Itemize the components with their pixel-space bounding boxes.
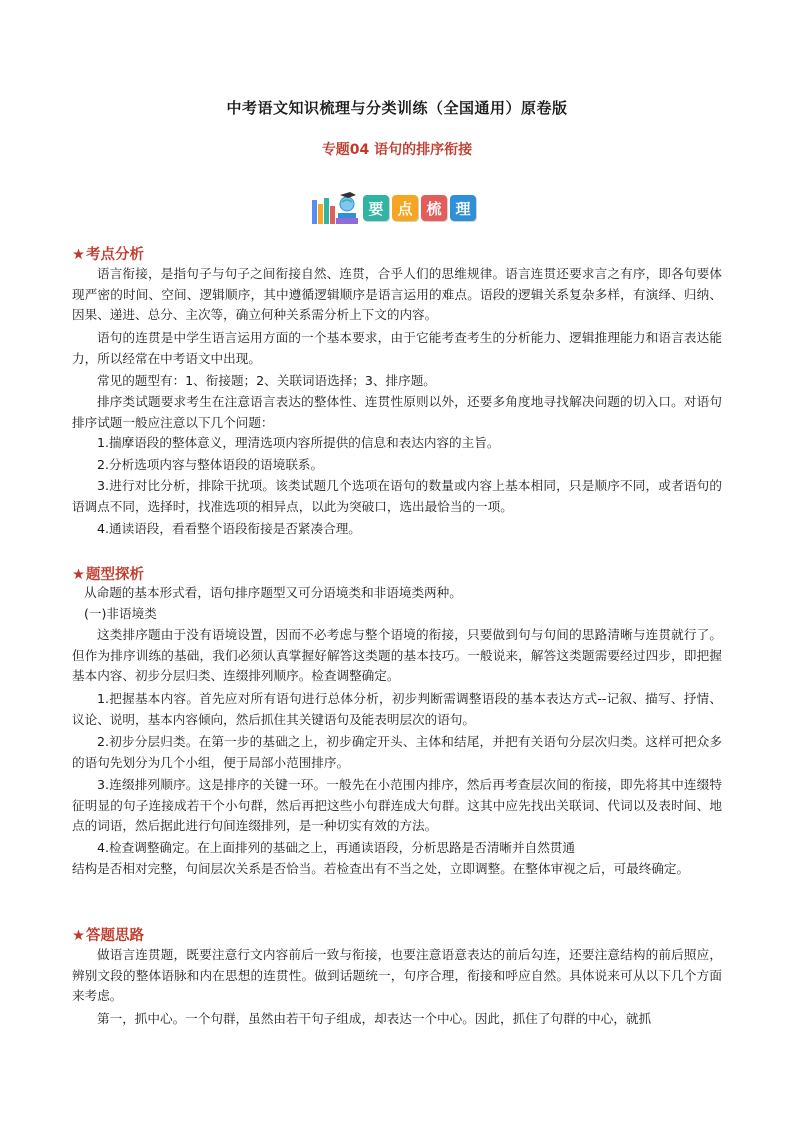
paragraph: 语言衔接，是指句子与句子之间衔接自然、连贯，合乎人们的思维规律。语言连贯还要求言之有序，即各句要体现严密的时间、空间、逻辑顺序，其中遵循逻辑顺序是语言运用的难点。语段的逻辑关系复杂多样，有演绎、归纳、因果、递进、总分、主次等，确立何种关系需分析上下文的内容。 bbox=[72, 266, 722, 322]
banner-tile: 要 bbox=[363, 195, 389, 221]
banner-tile: 点 bbox=[392, 195, 418, 221]
paragraph: 4.通读语段，看看整个语段衔接是否紧凑合理。 bbox=[97, 521, 361, 536]
paragraph: 3.进行对比分析，排除干扰项。该类试题几个选项在语句的数量或内容上基本相同，只是顺序不同，或者语句的语调点不同，选择时，找准选项的相异点，以此为突破口，选出最恰当的一项。 bbox=[72, 478, 722, 514]
paragraph: 2.初步分层归类。在第一步的基础之上，初步确定开头、主体和结尾，并把有关语句分层次归类。这样可把众多的语句先划分为几个小组，便于局部小范围排序。 bbox=[72, 734, 722, 770]
section-heading-dati bbox=[72, 924, 144, 945]
section-title: 答题思路 bbox=[86, 928, 144, 944]
paragraph: 2.分析选项内容与整体语段的语境联系。 bbox=[97, 457, 324, 472]
section-title: 考点分析 bbox=[86, 247, 144, 263]
paragraph: 1.揣摩语段的整体意义，理清选项内容所提供的信息和表达内容的主旨。 bbox=[97, 435, 500, 450]
document-title: 中考语文知识梳理与分类训练（全国通用）原卷版 bbox=[226, 99, 568, 117]
paragraph: 结构是否相对完整，句间层次关系是否恰当。若检查出有不当之处，立即调整。在整体审视之后，可最终确定。 bbox=[72, 861, 690, 876]
paragraph: 从命题的基本形式看，语句排序题型又可分语境类和非语境类两种。 bbox=[84, 585, 462, 600]
paragraph: 这类排序题由于没有语境设置，因而不必考虑与整个语境的衔接，只要做到句与句间的思路清晰与连贯就行了。但作为排序训练的基础，我们必须认真掌握好解答这类题的基本技巧。一般说来，解答这类题需要经过四步，即把握基本内容、初步分层归类、连缀排列顺序。检查调整确定。 bbox=[72, 627, 722, 683]
star-icon: ★ bbox=[72, 567, 85, 583]
paragraph: 排序类试题要求考生在注意语言表达的整体性、连贯性原则以外，还要多角度地寻找解决问题的切入口。对语句排序试题一般应注意以下几个问题： bbox=[72, 394, 722, 430]
banner-tile: 理 bbox=[450, 195, 476, 221]
books-globe-icon bbox=[310, 190, 360, 226]
banner-tile: 梳 bbox=[421, 195, 447, 221]
banner-tiles bbox=[363, 195, 476, 221]
section-title: 题型探析 bbox=[86, 567, 144, 583]
paragraph: 常见的题型有：1、衔接题；2、关联词语选择；3、排序题。 bbox=[97, 373, 436, 388]
section-heading-tixing bbox=[72, 563, 144, 584]
paragraph: 做语言连贯题，既要注意行文内容前后一致与衔接，也要注意语意表达的前后勾连，还要注意结构的前后照应，辨别文段的整体语脉和内在思想的连贯性。做到话题统一，句序合理，衔接和呼应自然。具体说来可从以下几个方面来考虑。 bbox=[72, 947, 722, 1003]
section-banner bbox=[310, 190, 476, 226]
star-icon: ★ bbox=[72, 928, 85, 944]
paragraph: 第一，抓中心。一个句群，虽然由若干句子组成，却表达一个中心。因此，抓住了句群的中心，就抓 bbox=[97, 1011, 652, 1026]
section-heading-kaodian bbox=[72, 243, 144, 264]
paragraph: 语句的连贯是中学生语言运用方面的一个基本要求，由于它能考查考生的分析能力、逻辑推理能力和语言表达能力，所以经常在中考语文中出现。 bbox=[72, 330, 722, 366]
star-icon: ★ bbox=[72, 247, 85, 263]
paragraph: 1.把握基本内容。首先应对所有语句进行总体分析，初步判断需调整语段的基本表达方式--记叙、描写、抒情、议论、说明，基本内容倾向，然后抓住其关键语句及能表明层次的语句。 bbox=[72, 691, 722, 727]
document-subtitle: 专题04 语句的排序衔接 bbox=[321, 142, 473, 158]
paragraph: (一)非语境类 bbox=[84, 606, 157, 621]
paragraph: 3.连缀排列顺序。这是排序的关键一环。一般先在小范围内排序，然后再考查层次间的衔接，即先将其中连缀特征明显的句子连接成若干个小句群，然后再把这些小句群连成大句群。这其中应先找出关联词、代词以及表时间、地点的词语，然后据此进行句间连缀排列，是一种切实有效的方法。 bbox=[72, 777, 722, 833]
paragraph: 4.检查调整确定。在上面排列的基础之上，再通读语段，分析思路是否清晰并自然贯通 bbox=[97, 840, 575, 855]
